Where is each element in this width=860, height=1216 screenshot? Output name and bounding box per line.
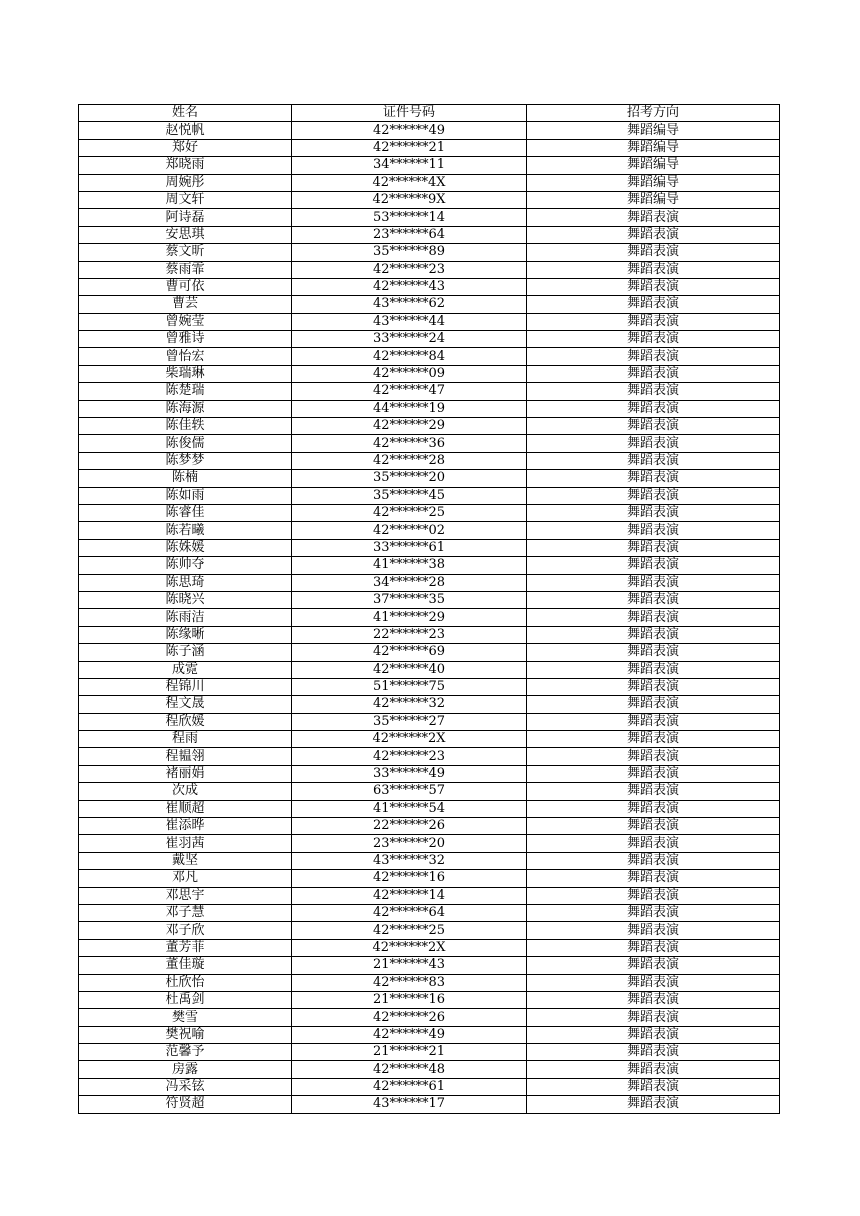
cell-name: 程锦川 — [79, 678, 292, 695]
table-row — [79, 748, 780, 765]
cell-id-number: 42******64 — [292, 904, 527, 921]
cell-id-number: 42******09 — [292, 365, 527, 382]
cell-id-number: 42******21 — [292, 139, 527, 156]
table-row — [79, 1009, 780, 1026]
cell-name: 程雨 — [79, 731, 292, 748]
cell-id-number: 35******20 — [292, 470, 527, 487]
cell-name: 邓凡 — [79, 870, 292, 887]
cell-direction: 舞蹈表演 — [527, 991, 780, 1008]
cell-direction: 舞蹈表演 — [527, 244, 780, 261]
cell-name: 陈若曦 — [79, 522, 292, 539]
table-row — [79, 765, 780, 782]
cell-id-number: 37******35 — [292, 591, 527, 608]
table-row — [79, 504, 780, 521]
cell-direction: 舞蹈表演 — [527, 713, 780, 730]
cell-id-number: 42******69 — [292, 644, 527, 661]
cell-id-number: 42******4X — [292, 174, 527, 191]
table-row — [79, 939, 780, 956]
cell-name: 陈思琦 — [79, 574, 292, 591]
table-row — [79, 1026, 780, 1043]
cell-direction: 舞蹈表演 — [527, 487, 780, 504]
cell-direction: 舞蹈表演 — [527, 765, 780, 782]
cell-name: 范馨予 — [79, 1044, 292, 1061]
cell-name: 陈楠 — [79, 470, 292, 487]
cell-name: 周文轩 — [79, 191, 292, 208]
table-row — [79, 435, 780, 452]
table-row — [79, 678, 780, 695]
table-row — [79, 731, 780, 748]
cell-id-number: 42******25 — [292, 922, 527, 939]
table-row — [79, 626, 780, 643]
cell-name: 崔羽茜 — [79, 835, 292, 852]
table-row — [79, 818, 780, 835]
cell-direction: 舞蹈编导 — [527, 157, 780, 174]
table-row — [79, 122, 780, 139]
cell-direction: 舞蹈表演 — [527, 574, 780, 591]
cell-name: 樊雪 — [79, 1009, 292, 1026]
cell-id-number: 35******89 — [292, 244, 527, 261]
cell-name: 曹可依 — [79, 278, 292, 295]
table-row — [79, 365, 780, 382]
table-row — [79, 661, 780, 678]
cell-id-number: 35******45 — [292, 487, 527, 504]
table-row — [79, 470, 780, 487]
cell-id-number: 51******75 — [292, 678, 527, 695]
cell-id-number: 43******44 — [292, 313, 527, 330]
cell-direction: 舞蹈表演 — [527, 609, 780, 626]
cell-direction: 舞蹈表演 — [527, 400, 780, 417]
table-row — [79, 261, 780, 278]
cell-name: 邓思宇 — [79, 887, 292, 904]
cell-direction: 舞蹈表演 — [527, 800, 780, 817]
cell-direction: 舞蹈表演 — [527, 522, 780, 539]
cell-name: 陈俊儒 — [79, 435, 292, 452]
cell-name: 褚丽娟 — [79, 765, 292, 782]
cell-id-number: 43******17 — [292, 1096, 527, 1113]
cell-direction: 舞蹈表演 — [527, 278, 780, 295]
cell-id-number: 53******14 — [292, 209, 527, 226]
cell-id-number: 42******14 — [292, 887, 527, 904]
cell-id-number: 42******48 — [292, 1061, 527, 1078]
table-row — [79, 157, 780, 174]
cell-direction: 舞蹈表演 — [527, 209, 780, 226]
cell-direction: 舞蹈编导 — [527, 122, 780, 139]
table-row — [79, 991, 780, 1008]
cell-name: 陈梦梦 — [79, 452, 292, 469]
cell-direction: 舞蹈表演 — [527, 504, 780, 521]
cell-direction: 舞蹈表演 — [527, 818, 780, 835]
cell-name: 曾雅诗 — [79, 331, 292, 348]
cell-direction: 舞蹈表演 — [527, 261, 780, 278]
cell-id-number: 42******47 — [292, 383, 527, 400]
cell-direction: 舞蹈表演 — [527, 348, 780, 365]
cell-direction: 舞蹈表演 — [527, 957, 780, 974]
cell-name: 戴坚 — [79, 852, 292, 869]
cell-id-number: 42******49 — [292, 1026, 527, 1043]
table-row — [79, 226, 780, 243]
cell-direction: 舞蹈表演 — [527, 313, 780, 330]
cell-direction: 舞蹈表演 — [527, 661, 780, 678]
cell-name: 陈姝媛 — [79, 539, 292, 556]
cell-name: 郑晓雨 — [79, 157, 292, 174]
table-row — [79, 574, 780, 591]
cell-direction: 舞蹈表演 — [527, 870, 780, 887]
cell-name: 程韫翎 — [79, 748, 292, 765]
cell-name: 曾怡宏 — [79, 348, 292, 365]
cell-id-number: 21******16 — [292, 991, 527, 1008]
cell-direction: 舞蹈表演 — [527, 626, 780, 643]
cell-direction: 舞蹈表演 — [527, 939, 780, 956]
cell-id-number: 42******29 — [292, 418, 527, 435]
cell-direction: 舞蹈表演 — [527, 1096, 780, 1113]
cell-name: 周婉彤 — [79, 174, 292, 191]
cell-direction: 舞蹈表演 — [527, 678, 780, 695]
cell-name: 曾婉莹 — [79, 313, 292, 330]
cell-direction: 舞蹈表演 — [527, 922, 780, 939]
roster-sheet — [78, 104, 780, 1114]
cell-name: 陈楚瑞 — [79, 383, 292, 400]
cell-id-number: 33******49 — [292, 765, 527, 782]
cell-direction: 舞蹈表演 — [527, 418, 780, 435]
table-row — [79, 539, 780, 556]
cell-direction: 舞蹈表演 — [527, 539, 780, 556]
table-row — [79, 191, 780, 208]
cell-name: 崔顺超 — [79, 800, 292, 817]
table-row — [79, 244, 780, 261]
cell-name: 曹芸 — [79, 296, 292, 313]
table-row — [79, 487, 780, 504]
cell-name: 陈帅夺 — [79, 557, 292, 574]
cell-id-number: 42******9X — [292, 191, 527, 208]
table-row — [79, 835, 780, 852]
cell-direction: 舞蹈表演 — [527, 731, 780, 748]
table-row — [79, 209, 780, 226]
cell-name: 樊祝喻 — [79, 1026, 292, 1043]
cell-name: 邓子欣 — [79, 922, 292, 939]
cell-name: 蔡雨霏 — [79, 261, 292, 278]
table-row — [79, 296, 780, 313]
cell-direction: 舞蹈表演 — [527, 365, 780, 382]
header-row — [79, 105, 780, 122]
cell-id-number: 33******61 — [292, 539, 527, 556]
cell-direction: 舞蹈表演 — [527, 904, 780, 921]
table-row — [79, 557, 780, 574]
cell-id-number: 42******26 — [292, 1009, 527, 1026]
cell-direction: 舞蹈表演 — [527, 331, 780, 348]
cell-name: 陈缘晰 — [79, 626, 292, 643]
cell-direction: 舞蹈编导 — [527, 139, 780, 156]
cell-name: 柴瑞琳 — [79, 365, 292, 382]
cell-id-number: 34******28 — [292, 574, 527, 591]
cell-name: 陈雨洁 — [79, 609, 292, 626]
cell-id-number: 43******32 — [292, 852, 527, 869]
table-row — [79, 278, 780, 295]
cell-name: 崔添晔 — [79, 818, 292, 835]
table-row — [79, 452, 780, 469]
cell-id-number: 41******38 — [292, 557, 527, 574]
cell-name: 成霓 — [79, 661, 292, 678]
cell-name: 陈子涵 — [79, 644, 292, 661]
table-row — [79, 313, 780, 330]
cell-name: 郑好 — [79, 139, 292, 156]
cell-id-number: 35******27 — [292, 713, 527, 730]
cell-id-number: 23******20 — [292, 835, 527, 852]
header-name: 姓名 — [79, 105, 292, 122]
cell-id-number: 42******84 — [292, 348, 527, 365]
cell-id-number: 42******2X — [292, 939, 527, 956]
table-row — [79, 609, 780, 626]
table-row — [79, 783, 780, 800]
cell-id-number: 23******64 — [292, 226, 527, 243]
cell-id-number: 22******26 — [292, 818, 527, 835]
cell-name: 董芳菲 — [79, 939, 292, 956]
cell-id-number: 42******25 — [292, 504, 527, 521]
cell-name: 杜禹剑 — [79, 991, 292, 1008]
cell-direction: 舞蹈编导 — [527, 191, 780, 208]
cell-id-number: 21******43 — [292, 957, 527, 974]
cell-name: 陈晓兴 — [79, 591, 292, 608]
cell-id-number: 21******21 — [292, 1044, 527, 1061]
table-row — [79, 1044, 780, 1061]
cell-name: 阿诗磊 — [79, 209, 292, 226]
cell-id-number: 42******61 — [292, 1078, 527, 1095]
cell-id-number: 63******57 — [292, 783, 527, 800]
cell-direction: 舞蹈表演 — [527, 887, 780, 904]
cell-id-number: 42******40 — [292, 661, 527, 678]
cell-name: 陈佳轶 — [79, 418, 292, 435]
cell-direction: 舞蹈表演 — [527, 1078, 780, 1095]
cell-id-number: 44******19 — [292, 400, 527, 417]
cell-id-number: 41******54 — [292, 800, 527, 817]
table-row — [79, 1096, 780, 1113]
header-id-number: 证件号码 — [292, 105, 527, 122]
cell-name: 赵悦帆 — [79, 122, 292, 139]
cell-direction: 舞蹈编导 — [527, 174, 780, 191]
table-row — [79, 400, 780, 417]
cell-direction: 舞蹈表演 — [527, 644, 780, 661]
table-row — [79, 957, 780, 974]
cell-id-number: 42******36 — [292, 435, 527, 452]
cell-id-number: 34******11 — [292, 157, 527, 174]
cell-id-number: 42******32 — [292, 696, 527, 713]
cell-id-number: 22******23 — [292, 626, 527, 643]
table-row — [79, 139, 780, 156]
cell-name: 安思琪 — [79, 226, 292, 243]
cell-direction: 舞蹈表演 — [527, 557, 780, 574]
table-row — [79, 591, 780, 608]
cell-direction: 舞蹈表演 — [527, 383, 780, 400]
table-row — [79, 1061, 780, 1078]
cell-id-number: 42******2X — [292, 731, 527, 748]
cell-direction: 舞蹈表演 — [527, 226, 780, 243]
cell-id-number: 42******23 — [292, 748, 527, 765]
cell-name: 陈如雨 — [79, 487, 292, 504]
cell-direction: 舞蹈表演 — [527, 852, 780, 869]
cell-name: 程欣媛 — [79, 713, 292, 730]
cell-name: 陈睿佳 — [79, 504, 292, 521]
cell-name: 程文晟 — [79, 696, 292, 713]
header-direction: 招考方向 — [527, 105, 780, 122]
table-row — [79, 852, 780, 869]
cell-direction: 舞蹈表演 — [527, 974, 780, 991]
cell-id-number: 41******29 — [292, 609, 527, 626]
cell-direction: 舞蹈表演 — [527, 1026, 780, 1043]
cell-name: 房露 — [79, 1061, 292, 1078]
cell-direction: 舞蹈表演 — [527, 435, 780, 452]
cell-id-number: 42******43 — [292, 278, 527, 295]
table-row — [79, 331, 780, 348]
cell-name: 杜欣怡 — [79, 974, 292, 991]
table-body — [79, 122, 780, 1113]
cell-id-number: 42******83 — [292, 974, 527, 991]
table-row — [79, 713, 780, 730]
table-row — [79, 974, 780, 991]
cell-direction: 舞蹈表演 — [527, 748, 780, 765]
cell-direction: 舞蹈表演 — [527, 1061, 780, 1078]
cell-direction: 舞蹈表演 — [527, 452, 780, 469]
table-row — [79, 418, 780, 435]
table-row — [79, 887, 780, 904]
cell-name: 符贤超 — [79, 1096, 292, 1113]
cell-id-number: 42******49 — [292, 122, 527, 139]
table-row — [79, 522, 780, 539]
cell-direction: 舞蹈表演 — [527, 835, 780, 852]
cell-name: 董佳璇 — [79, 957, 292, 974]
cell-id-number: 42******16 — [292, 870, 527, 887]
table-row — [79, 1078, 780, 1095]
table-row — [79, 904, 780, 921]
cell-id-number: 42******02 — [292, 522, 527, 539]
table-row — [79, 800, 780, 817]
cell-name: 冯采铉 — [79, 1078, 292, 1095]
table-row — [79, 922, 780, 939]
cell-direction: 舞蹈表演 — [527, 696, 780, 713]
table-row — [79, 870, 780, 887]
cell-id-number: 42******28 — [292, 452, 527, 469]
cell-direction: 舞蹈表演 — [527, 783, 780, 800]
cell-direction: 舞蹈表演 — [527, 296, 780, 313]
candidate-table — [78, 104, 780, 1114]
cell-direction: 舞蹈表演 — [527, 1009, 780, 1026]
cell-id-number: 43******62 — [292, 296, 527, 313]
table-row — [79, 174, 780, 191]
table-row — [79, 348, 780, 365]
cell-name: 次成 — [79, 783, 292, 800]
cell-direction: 舞蹈表演 — [527, 1044, 780, 1061]
cell-direction: 舞蹈表演 — [527, 470, 780, 487]
cell-name: 邓子慧 — [79, 904, 292, 921]
cell-id-number: 33******24 — [292, 331, 527, 348]
cell-name: 陈海源 — [79, 400, 292, 417]
table-row — [79, 696, 780, 713]
cell-name: 蔡文昕 — [79, 244, 292, 261]
table-row — [79, 383, 780, 400]
table-row — [79, 644, 780, 661]
cell-direction: 舞蹈表演 — [527, 591, 780, 608]
cell-id-number: 42******23 — [292, 261, 527, 278]
